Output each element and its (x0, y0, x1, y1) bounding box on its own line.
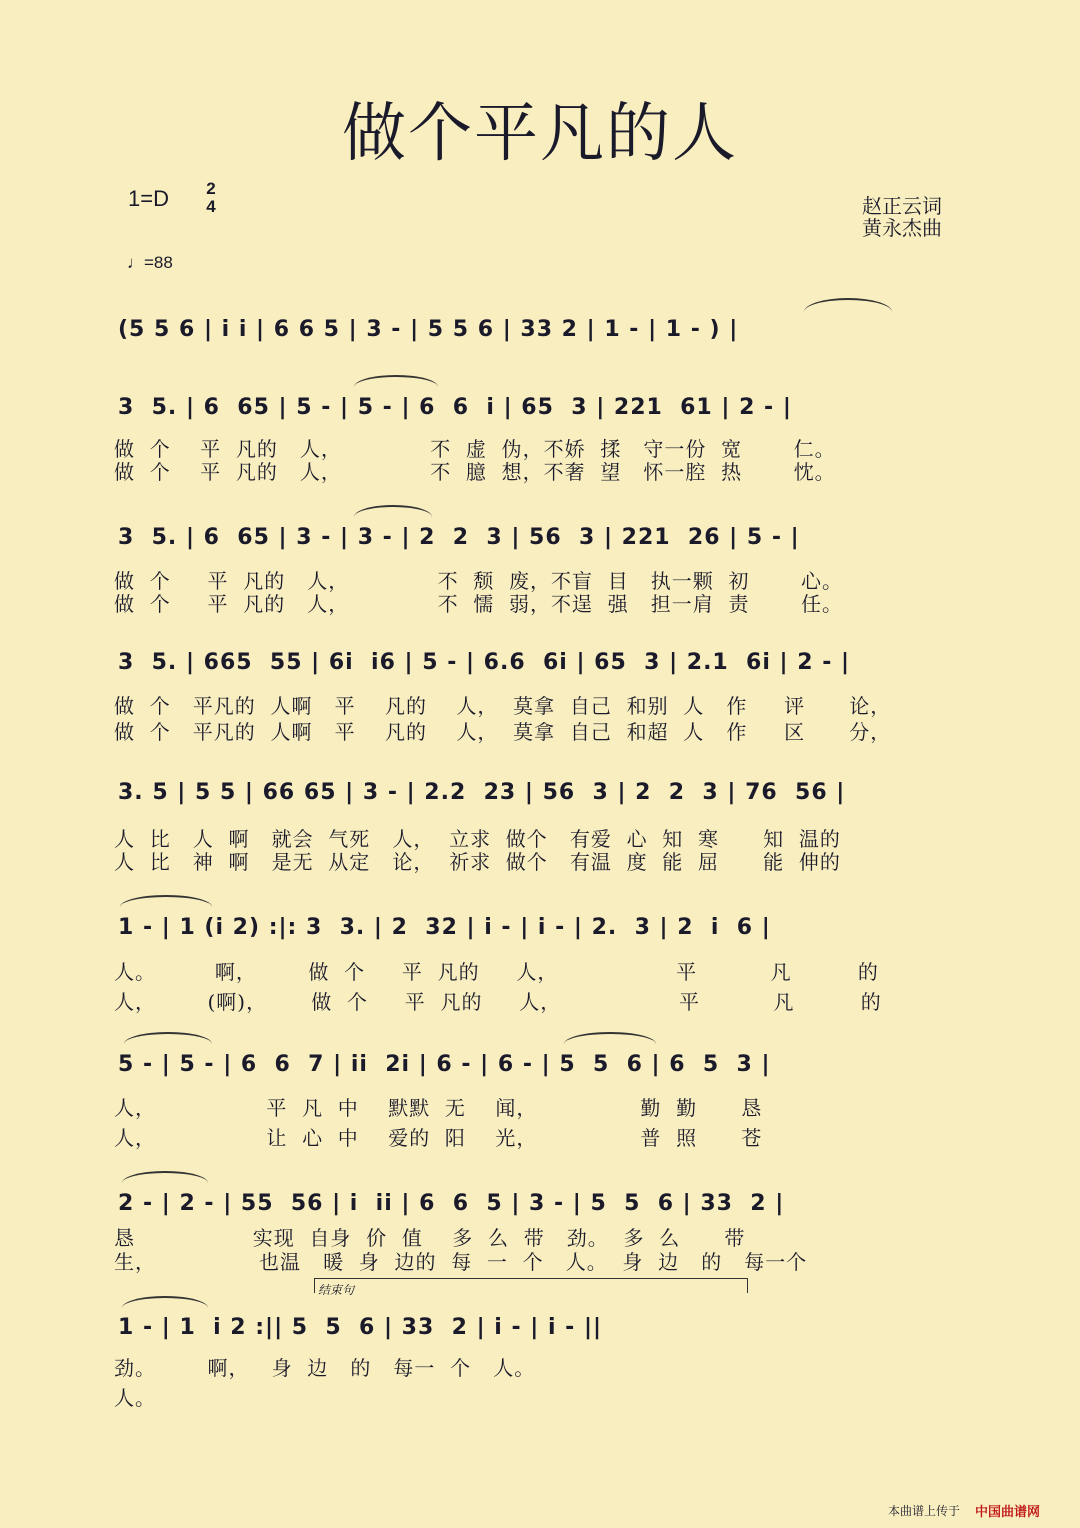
notes-row: 1 - | 1 (i 2) :|: 3 3. | 2 32 | i - | i - | 2. 3 | 2 i 6 | (118, 915, 771, 940)
lyric-line-2: 人， 让 心 中 爱的 阳 光， 普 照 苍 (114, 1126, 763, 1150)
lyric-line-1: 做 个 平凡的 人啊 平 凡的 人， 莫拿 自己 和别 人 作 评 论， (114, 694, 892, 718)
lyric-line-1: 恳 实现 自身 价 值 多 么 带 劲。 多 么 带 (114, 1226, 746, 1250)
score-row-2 (112, 518, 974, 558)
lyric-line-1: 劲。 啊， 身 边 的 每一 个 人。 (114, 1356, 536, 1380)
score-row-8 (112, 1308, 974, 1348)
lyricist-credit: 赵正云词 (862, 194, 942, 218)
lyric-line-1: 人 比 人 啊 就会 气死 人， 立求 做个 有爱 心 知 寒 知 温的 (114, 827, 841, 851)
lyric-line-2: 生， 也温 暖 身 边的 每 一 个 人。 身 边 的 每一个 (114, 1250, 808, 1274)
tempo-marking: ♩=88 (127, 253, 173, 272)
notes-row: (5 5 6 | i i | 6 6 5 | 3 - | 5 5 6 | 33 2 | 1 - | 1 - ) | (118, 317, 739, 342)
notes-row: 2 - | 2 - | 55 56 | i ii | 6 6 5 | 3 - | 5 5 6 | 33 2 | (118, 1191, 785, 1216)
lyric-line-1: 人， 平 凡 中 默默 无 闻， 勤 勤 恳 (114, 1096, 763, 1120)
slur-mark (564, 1032, 656, 1044)
lyric-line-2: 人， (啊)， 做 个 平 凡的 人， 平 凡 的 (114, 990, 882, 1014)
score-row-7 (112, 1184, 974, 1224)
score-row-1 (112, 388, 974, 428)
ending-label: 结束句 (318, 1283, 355, 1297)
lyric-line-1: 人。 啊， 做 个 平 凡的 人， 平 凡 的 (114, 960, 879, 984)
footer-text: 本曲谱上传于 (888, 1504, 961, 1518)
ending-bracket (314, 1278, 748, 1293)
lyric-line-1: 做 个 平 凡的 人， 不 颓 废，不盲 目 执一颗 初 心。 (114, 569, 844, 593)
time-signature (203, 180, 219, 216)
notes-row: 3. 5 | 5 5 | 66 65 | 3 - | 2.2 23 | 56 3 | 2 2 3 | 76 56 | (118, 780, 846, 805)
score-row-6 (112, 1045, 974, 1085)
slur-mark (122, 1171, 208, 1183)
slur-mark (804, 298, 892, 312)
key-signature: 1=D (128, 186, 169, 211)
score-row-5 (112, 908, 974, 948)
lyric-line-2: 做 个 平 凡的 人， 不 臆 想，不奢 望 怀一腔 热 忱。 (114, 460, 836, 484)
lyric-line-2: 人 比 神 啊 是无 从定 论， 祈求 做个 有温 度 能 屈 能 伸的 (114, 850, 841, 874)
notes-row: 5 - | 5 - | 6 6 7 | ii 2i | 6 - | 6 - | 5 5 6 | 6 5 3 | (118, 1052, 771, 1077)
score-row-4 (112, 773, 974, 813)
page-title: 做个平凡的人 (342, 97, 738, 171)
slur-mark (122, 1296, 208, 1308)
score-row-3 (112, 643, 974, 683)
lyric-line-2: 做 个 平凡的 人啊 平 凡的 人， 莫拿 自己 和超 人 作 区 分， (114, 720, 892, 744)
slur-mark (354, 505, 432, 517)
composer-credit: 黄永杰曲 (862, 216, 942, 240)
time-sig-bottom: 4 (206, 197, 216, 216)
lyric-line-1: 做 个 平 凡的 人， 不 虚 伪，不娇 揉 守一份 宽 仁。 (114, 437, 836, 461)
notes-row: 3 5. | 6 65 | 5 - | 5 - | 6 6 i | 65 3 | 221 61 | 2 - | (118, 395, 792, 420)
footer-site-logo[interactable]: 中国曲谱网 (975, 1504, 1041, 1519)
slur-mark (120, 895, 212, 907)
slur-mark (354, 375, 438, 387)
time-sig-top: 2 (206, 179, 216, 198)
slur-mark (124, 1032, 212, 1044)
notes-row: 1 - | 1 i 2 :|| 5 5 6 | 33 2 | i - | i - || (118, 1315, 603, 1340)
lyric-line-2: 做 个 平 凡的 人， 不 懦 弱，不逞 强 担一肩 责 任。 (114, 592, 844, 616)
score-row-intro (112, 310, 974, 350)
lyric-line-2: 人。 (114, 1386, 156, 1410)
notes-row: 3 5. | 665 55 | 6i i6 | 5 - | 6.6 6i | 65 3 | 2.1 6i | 2 - | (118, 650, 851, 675)
notes-row: 3 5. | 6 65 | 3 - | 3 - | 2 2 3 | 56 3 | 221 26 | 5 - | (118, 525, 800, 550)
